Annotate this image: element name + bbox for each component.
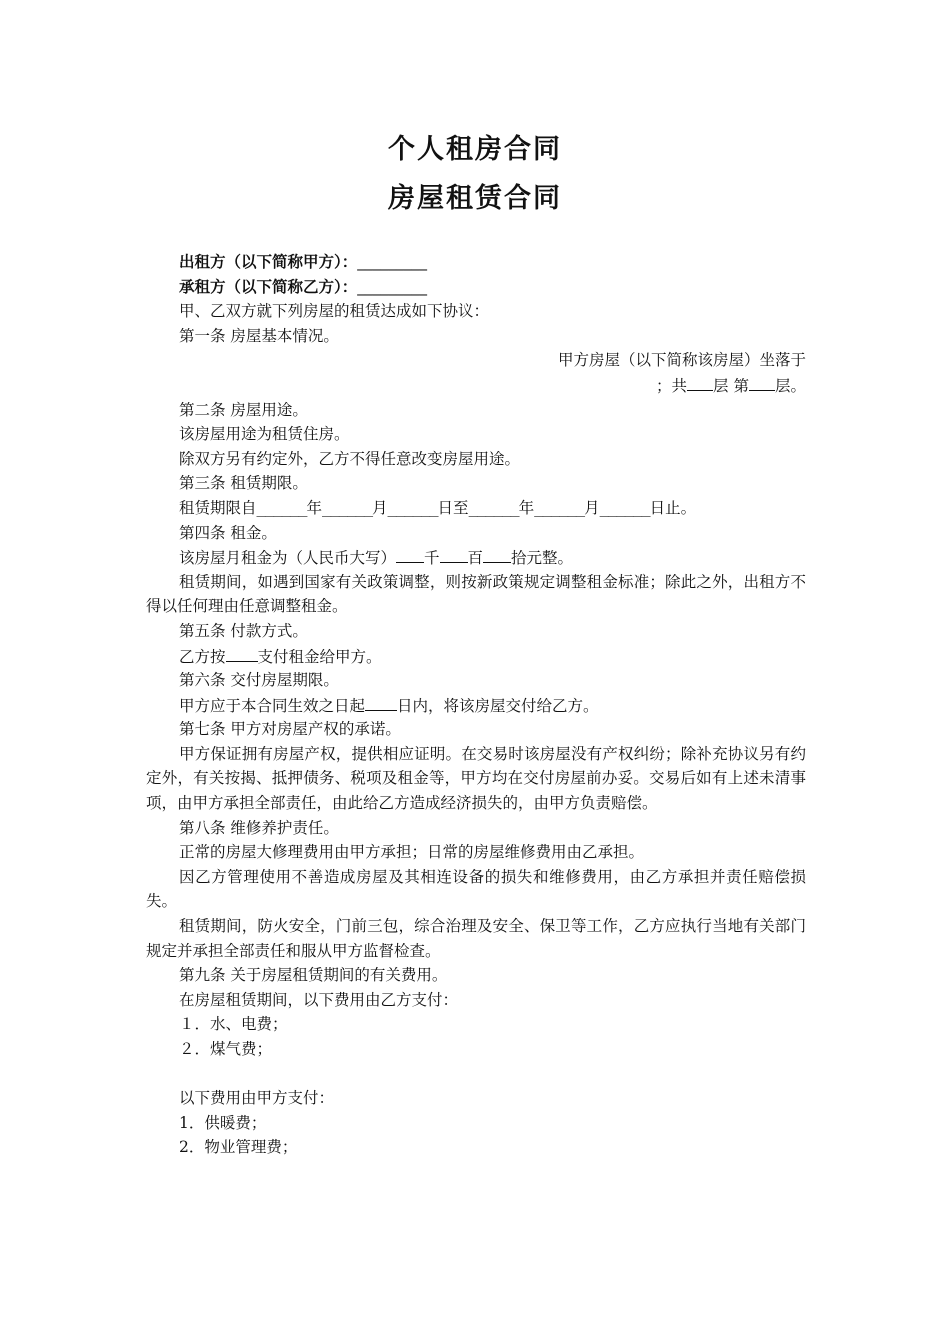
rent-text-d: 拾元整。: [511, 549, 574, 568]
party-a-label: 出租方（以下简称甲方）：: [179, 253, 358, 271]
rent-text-b: 千: [424, 549, 440, 568]
article-8-p1: 正常的房屋大修理费用由甲方承担；日常的房屋维修费用由乙承担。: [179, 843, 645, 862]
floor-number-blank: [749, 373, 775, 391]
rent-text-c: 百: [467, 549, 484, 568]
article-6-delivery: [146, 693, 806, 718]
floors-text-b: 层 第: [713, 376, 749, 395]
party-a-blank: _________: [357, 253, 428, 271]
delivery-text-b: 日内，将该房屋交付给乙方。: [397, 696, 599, 715]
tenant-fee-item: １．水、电费；: [179, 1015, 288, 1034]
tenant-fee-item: ２．煤气费；: [179, 1040, 273, 1058]
month-label: 月: [372, 498, 388, 517]
article-8-heading: 第八条 维修养护责任。: [179, 818, 339, 837]
start-day-blank: ______: [387, 498, 438, 517]
term-prefix: 租赁期限自: [179, 498, 257, 517]
article-1-heading: 第一条 房屋基本情况。: [179, 326, 339, 345]
article-4-heading: 第四条 租金。: [179, 523, 277, 542]
article-3-term: [146, 496, 806, 521]
pay-text-b: 支付租金给甲方。: [257, 647, 382, 666]
article-7-heading: 第七条 甲方对房屋产权的承诺。: [179, 720, 401, 739]
payment-method-blank: [226, 644, 258, 662]
day-to-label: 日至: [437, 498, 469, 517]
party-b-blank: _________: [357, 277, 428, 296]
start-month-blank: ______: [322, 498, 373, 517]
contract-body: [146, 250, 806, 1160]
article-9-landlord-intro: 以下费用由甲方支付：: [179, 1089, 335, 1108]
landlord-fee-item: 1．供暖费；: [179, 1113, 267, 1132]
month-label: 月: [584, 498, 600, 517]
article-9-tenant-intro: 在房屋租赁期间，以下费用由乙方支付：: [179, 990, 459, 1009]
rent-text-a: 该房屋月租金为（人民币大写）: [179, 549, 397, 568]
article-7-p1: 甲方保证拥有房屋产权，提供相应证明。在交易时该房屋没有产权纠纷；除补充协议另有约定外，有关按揭、抵押债务、税项及租金等，甲方均在交付房屋前办妥。交易后如有上述未清事项，由甲方承担全部责任，由此给乙方造成经济损失的，由甲方负责赔偿。: [146, 744, 806, 813]
floors-text-c: 层。: [774, 376, 806, 395]
party-b-label: 承租方（以下简称乙方）：: [179, 277, 358, 296]
article-2-p1: 该房屋用途为租赁住房。: [179, 425, 350, 444]
document-title: 个人租房合同: [388, 134, 562, 165]
total-floors-blank: [687, 373, 713, 391]
article-6-heading: 第六条 交付房屋期限。: [179, 671, 339, 690]
article-8-p3: 租赁期间，防火安全，门前三包，综合治理及安全、保卫等工作，乙方应执行当地有关部门规定并承担全部责任和服从甲方监督检查。: [146, 917, 806, 960]
landlord-fee-item: 2．物业管理费；: [179, 1138, 298, 1157]
article-4-rent: [146, 545, 806, 570]
party-b-line: [146, 275, 806, 300]
document-subtitle: 房屋租赁合同: [388, 183, 562, 214]
article-5-heading: 第五条 付款方式。: [179, 621, 308, 640]
start-year-blank: ______: [256, 498, 307, 517]
spacer: [146, 1062, 806, 1087]
end-month-blank: ______: [534, 498, 585, 517]
article-9-heading: 第九条 关于房屋租赁期间的有关费用。: [179, 966, 448, 985]
article-5-payment: [146, 644, 806, 669]
year-label: 年: [518, 498, 535, 517]
end-day-blank: ______: [599, 498, 650, 517]
article-8-p2: 因乙方管理使用不善造成房屋及其相连设备的损失和维修费用，由乙方承担并责任赔偿损失。: [146, 867, 806, 911]
rent-tens-blank: [483, 545, 511, 563]
article-2-heading: 第二条 房屋用途。: [179, 400, 308, 419]
delivery-text-a: 甲方应于本合同生效之日起: [179, 696, 366, 715]
floors-text-a: ；共: [656, 376, 688, 395]
article-2-p2: 除双方另有约定外，乙方不得任意改变房屋用途。: [179, 449, 521, 468]
end-year-blank: ______: [468, 498, 519, 517]
article-1-location: 甲方房屋（以下简称该房屋）坐落于: [557, 351, 806, 370]
rent-hundreds-blank: [440, 545, 468, 563]
article-4-p2: 租赁期间，如遇到国家有关政策调整，则按新政策规定调整租金标准；除此之外，出租方不得以任何理由任意调整租金。: [146, 572, 806, 616]
article-1-floors: [146, 373, 806, 398]
article-3-heading: 第三条 租赁期限。: [179, 474, 308, 493]
rent-thousands-blank: [396, 545, 424, 563]
pay-text-a: 乙方按: [179, 647, 226, 666]
end-label: 日止。: [649, 498, 697, 517]
delivery-days-blank: [365, 693, 397, 711]
year-label: 年: [306, 498, 323, 517]
party-a-line: [146, 250, 806, 275]
intro-line: 甲、乙双方就下列房屋的租赁达成如下协议：: [179, 302, 490, 321]
